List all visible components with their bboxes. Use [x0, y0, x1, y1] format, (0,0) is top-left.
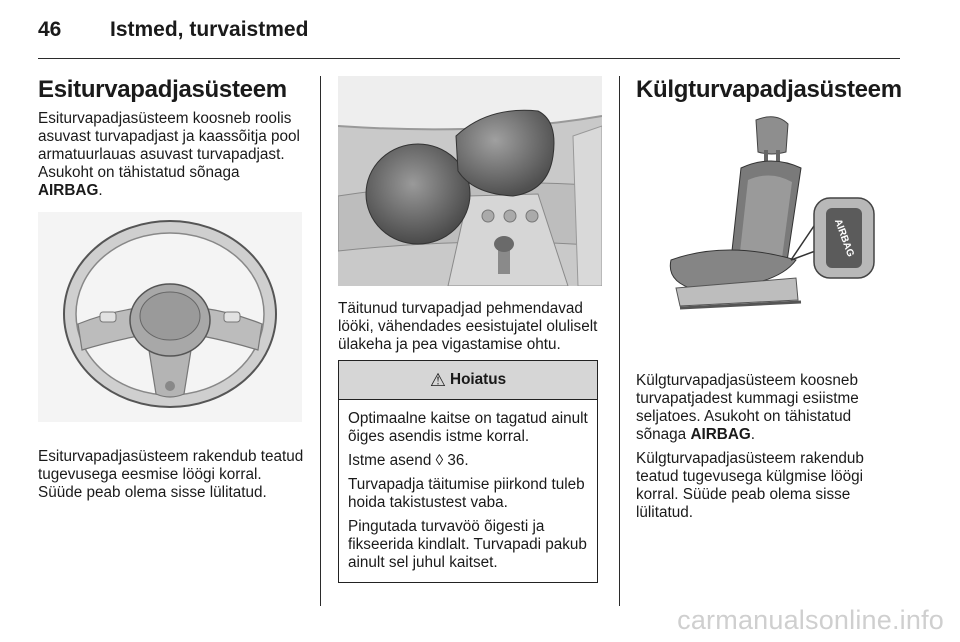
column-divider-right: [619, 76, 620, 606]
page-reference-icon: ◊: [435, 452, 444, 469]
warning-paragraph: Turvapadja täitumise piirkond tuleb hoida takistustest vaba.: [348, 476, 585, 511]
warning-paragraph: Optimaalne kaitse on tagatud ainult õiges asendis istme korral.: [348, 410, 588, 445]
side-airbag-heading: Külgturvapadjasüsteem: [636, 76, 902, 103]
front-airbag-heading: Esiturvapadjasüsteem: [38, 76, 287, 103]
seat-position-reference: Istme asend ◊ 36.: [348, 452, 469, 469]
warning-paragraph: Pingutada turvavöö õigesti ja fikseerida kindlalt. Turvapadi pakub ainult sel juhul kaitset.: [348, 518, 587, 571]
side-airbag-body: Külgturvapadjasüsteem rakendub teatud tugevusega külgmise löögi korral. Süüde peab olema sisse lülitatud.: [636, 450, 864, 521]
airbag-keyword: AIRBAG: [38, 182, 99, 199]
watermark: carmanualsonline.info: [677, 605, 944, 635]
airbag-badge-label: AIRBAG: [831, 217, 856, 259]
deployed-airbags-caption: Täitunud turvapadjad pehmendavad lööki, vähendades eesistujatel oluliselt ülakeha ja pea vigastamise ohtu.: [338, 300, 598, 353]
airbag-keyword: AIRBAG: [690, 426, 751, 443]
header-rule: [38, 58, 900, 59]
steering-wheel-illustration: [38, 212, 302, 422]
front-airbag-intro: Esiturvapadjasüsteem koosneb roolis asuvast turvapadjast ja kaassõitja pool armatuurlauas asuvast turvapadjast. Asukoht on tähistatud sõnaga AIRBAG.: [38, 110, 300, 199]
warning-header: [339, 361, 597, 400]
warning-triangle-icon: ⚠: [429, 369, 447, 390]
front-airbag-body: Esiturvapadjasüsteem rakendub teatud tugevusega eesmise löögi korral. Süüde peab olema sisse lülitatud.: [38, 448, 304, 501]
middle-column: [338, 76, 602, 583]
seat-icon: [636, 110, 900, 320]
deployed-airbags-icon: [338, 76, 602, 286]
running-title: Istmed, turvaistmed: [110, 18, 309, 41]
side-airbag-intro: Külgturvapadjasüsteem koosneb turvapatjadest kummagi esiistme seljatoes. Asukoht on tähistatud sõnaga AIRBAG.: [636, 372, 859, 443]
left-column: [38, 76, 308, 508]
page-header: [38, 18, 900, 58]
right-column: [636, 76, 902, 528]
page-number: 46: [38, 18, 62, 41]
warning-body: [339, 400, 597, 582]
warning-title: Hoiatus: [450, 371, 507, 388]
steering-wheel-icon: [38, 212, 302, 422]
column-divider-left: [320, 76, 321, 606]
seat-airbag-illustration: [636, 110, 900, 320]
warning-box: [338, 360, 598, 583]
deployed-airbags-illustration: [338, 76, 602, 286]
